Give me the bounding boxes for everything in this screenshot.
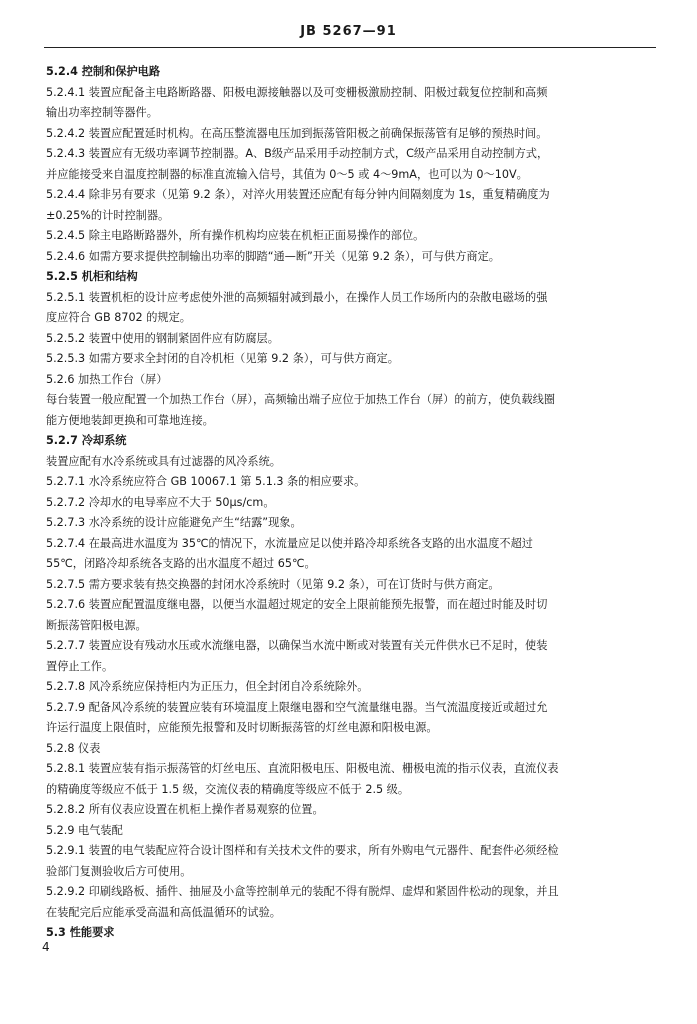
text-line: 5.2.7 冷却系统: [46, 434, 127, 447]
text-line: 5.3 性能要求: [46, 926, 115, 939]
text-line: 5.2.4.6 如需方要求提供控制输出功率的脚踏“通—断”开关（见第 9.2 条），可与供方商定。: [46, 250, 500, 263]
text-line: 5.2.7.8 风冷系统应保持柜内为正压力，但全封闭自冷系统除外。: [46, 680, 369, 693]
text-line: 5.2.9 电气装配: [46, 824, 123, 837]
text-line: 5.2.5.3 如需方要求全封闭的自冷机柜（见第 9.2 条），可与供方商定。: [46, 352, 399, 365]
text-line: 5.2.6 加热工作台（屏）: [46, 373, 168, 386]
text-line: 断振荡管阳极电源。: [46, 619, 147, 632]
text-line: 5.2.4.5 除主电路断路器外，所有操作机构均应装在机柜正面易操作的部位。: [46, 229, 425, 242]
text-line: 5.2.7.2 冷却水的电导率应不大于 50μs/cm。: [46, 496, 275, 509]
text-line: 5.2.8.2 所有仪表应设置在机柜上操作者易观察的位置。: [46, 803, 324, 816]
text-line: 5.2.9.1 装置的电气装配应符合设计图样和有关技术文件的要求，所有外购电气元器件、配套件必须经检: [46, 844, 559, 857]
text-line: 的精确度等级应不低于 1.5 级，交流仪表的精确度等级应不低于 2.5 级。: [46, 783, 410, 796]
document-header-code: JB 5267—91: [300, 24, 397, 39]
text-line: 并应能接受来自温度控制器的标准直流输入信号，其值为 0～5 或 4～9mA，也可以为 0～10V。: [46, 168, 528, 181]
text-line: 5.2.4.2 装置应配置延时机构。在高压整流器电压加到振荡管阳极之前确保振荡管有足够的预热时间。: [46, 127, 548, 140]
text-line: 5.2.5.2 装置中使用的钢制紧固件应有防腐层。: [46, 332, 279, 345]
text-line: 输出功率控制等器件。: [46, 106, 158, 119]
text-line: 5.2.7.9 配备风冷系统的装置应装有环境温度上限继电器和空气流量继电器。当气流温度接近或超过允: [46, 701, 548, 714]
text-line: 55℃，闭路冷却系统各支路的出水温度不超过 65℃。: [46, 557, 316, 570]
text-line: 5.2.7.7 装置应设有残动水压或水流继电器，以确保当水流中断或对装置有关元件供水已不足时，使装: [46, 639, 548, 652]
text-line: 5.2.7.5 需方要求装有热交换器的封闭水冷系统时（见第 9.2 条），可在订货时与供方商定。: [46, 578, 500, 591]
text-line: 置停止工作。: [46, 660, 114, 673]
text-line: 5.2.9.2 印刷线路板、插件、抽屉及小盒等控制单元的装配不得有脱焊、虚焊和紧固件松动的现象，并且: [46, 885, 559, 898]
text-line: 5.2.4.4 除非另有要求（见第 9.2 条），对淬火用装置还应配有每分钟内间隔刻度为 1s，重复精确度为: [46, 188, 550, 201]
text-line: 在装配完后应能承受高温和高低温循环的试验。: [46, 906, 281, 919]
text-line: 5.2.8.1 装置应装有指示振荡管的灯丝电压、直流阳极电压、阳极电流、栅极电流的指示仪表，直流仪表: [46, 762, 559, 775]
text-line: 5.2.5.1 装置机柜的设计应考虑使外泄的高频辐射减到最小，在操作人员工作场所内的杂散电磁场的强: [46, 291, 548, 304]
text-line: 每台装置一般应配置一个加热工作台（屏），高频输出端子应位于加热工作台（屏）的前方，使负载线圈: [46, 393, 556, 406]
text-line: 5.2.7.3 水冷系统的设计应能避免产生“结露”现象。: [46, 516, 302, 529]
text-line: 5.2.4.3 装置应有无级功率调节控制器。A、B级产品采用手动控制方式，C级产品采用自动控制方式，: [46, 147, 549, 160]
text-line: 能方便地装卸更换和可靠地连接。: [46, 414, 214, 427]
text-line: ±0.25%的计时控制器。: [46, 209, 170, 222]
text-line: 5.2.7.1 水冷系统应符合 GB 10067.1 第 5.1.3 条的相应要求。: [46, 475, 366, 488]
text-line: 5.2.4.1 装置应配备主电路断路器、阳极电源接触器以及可变栅极激励控制、阳极过载复位控制和高频: [46, 86, 548, 99]
text-line: 装置应配有水冷系统或具有过滤器的风冷系统。: [46, 455, 281, 468]
header-rule: [44, 47, 656, 48]
text-line: 度应符合 GB 8702 的规定。: [46, 311, 191, 324]
text-line: 5.2.7.6 装置应配置温度继电器，以便当水温超过规定的安全上限前能预先报警，而在超过时能及时切: [46, 598, 548, 611]
text-line: 5.2.4 控制和保护电路: [46, 65, 161, 78]
text-line: 许运行温度上限值时，应能预先报警和及时切断振荡管的灯丝电源和阳极电源。: [46, 721, 438, 734]
page-number: 4: [42, 940, 50, 954]
text-line: 验部门复测验收后方可使用。: [46, 865, 192, 878]
text-line: 5.2.8 仪表: [46, 742, 101, 755]
text-line: 5.2.7.4 在最高进水温度为 35℃的情况下，水流量应足以使并路冷却系统各支路的出水温度不超过: [46, 537, 533, 550]
text-line: 5.2.5 机柜和结构: [46, 270, 138, 283]
